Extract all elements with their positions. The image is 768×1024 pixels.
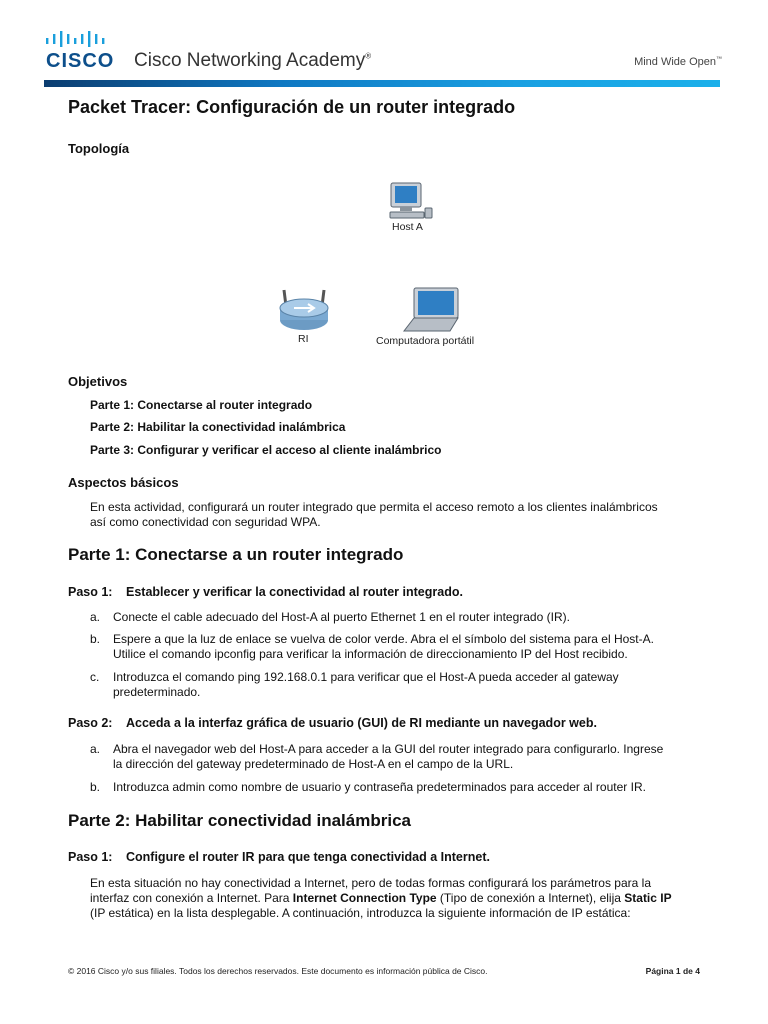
cisco-wordmark: CISCO (46, 50, 115, 72)
part2-step1-text: En esta situación no hay conectividad a Internet, pero de todas formas configurará los parámetros para la interfaz con conexión a Internet. Para Internet Connection Type (Tipo de conexión a Internet), elija Static IP (IP estática) en la lista desplegable. A continuación, introduzca la siguiente información de IP estática: (90, 876, 672, 920)
copyright-text: © 2016 Cisco y/o sus filiales. Todos los derechos reservados. Este documento es información pública de Cisco. (68, 966, 488, 976)
list-item: b. Espere a que la luz de enlace se vuelva de color verde. Abra el el símbolo del sistema para el Host-A. Utilice el comando ipconfig para verificar la información de direccionamiento IP del Host recibido. (90, 632, 654, 661)
objectives-heading: Objetivos (68, 374, 128, 389)
part2-step1-heading: Paso 1: Configure el router IR para que tenga conectividad a Internet. (68, 850, 490, 864)
page-number: Página 1 de 4 (645, 966, 700, 976)
topology-heading: Topología (68, 141, 130, 156)
page-footer (68, 966, 700, 976)
router-label: RI (298, 333, 309, 345)
desktop-pc-icon (388, 182, 434, 220)
part1-step2-heading: Paso 2: Acceda a la interfaz gráfica de usuario (GUI) de RI mediante un navegador web. (68, 716, 597, 730)
document-title: Packet Tracer: Configuración de un router integrado (68, 97, 516, 117)
laptop-icon (402, 287, 462, 333)
tagline: Mind Wide Open™ (634, 56, 722, 68)
cisco-logo-bars-icon (44, 31, 116, 49)
list-item: a. Abra el navegador web del Host-A para acceder a la GUI del router integrado para configurarlo. Ingrese la dirección del gateway predeterminado de Host-A en el campo de la URL. (90, 742, 664, 771)
page-header (0, 0, 768, 88)
objective-item: Parte 3: Configurar y verificar el acceso al cliente inalámbrico (90, 443, 442, 457)
list-item: c. Introduzca el comando ping 192.168.0.1 para verificar que el Host-A pueda acceder al gateway predeterminado. (90, 670, 619, 699)
wireless-router-icon (278, 288, 330, 332)
laptop-label: Computadora portátil (376, 335, 475, 347)
objective-item: Parte 1: Conectarse al router integrado (90, 398, 313, 412)
background-text: En esta actividad, configurará un router integrado que permita el acceso remoto a los clientes inalámbricos así como conectividad con seguridad WPA. (90, 500, 658, 529)
header-color-bar (44, 80, 720, 87)
host-a-label: Host A (392, 221, 423, 233)
objective-item: Parte 2: Habilitar la conectividad inalámbrica (90, 420, 346, 434)
background-heading: Aspectos básicos (68, 475, 179, 490)
list-item: a. Conecte el cable adecuado del Host-A al puerto Ethernet 1 en el router integrado (IR). (90, 610, 570, 624)
part2-heading: Parte 2: Habilitar conectividad inalámbrica (68, 811, 411, 830)
list-item: b. Introduzca admin como nombre de usuario y contraseña predeterminados para acceder al router IR. (90, 780, 646, 794)
part1-heading: Parte 1: Conectarse a un router integrado (68, 545, 404, 564)
part1-step1-heading: Paso 1: Establecer y verificar la conectividad al router integrado. (68, 585, 463, 599)
academy-name: Cisco Networking Academy® (134, 50, 372, 71)
